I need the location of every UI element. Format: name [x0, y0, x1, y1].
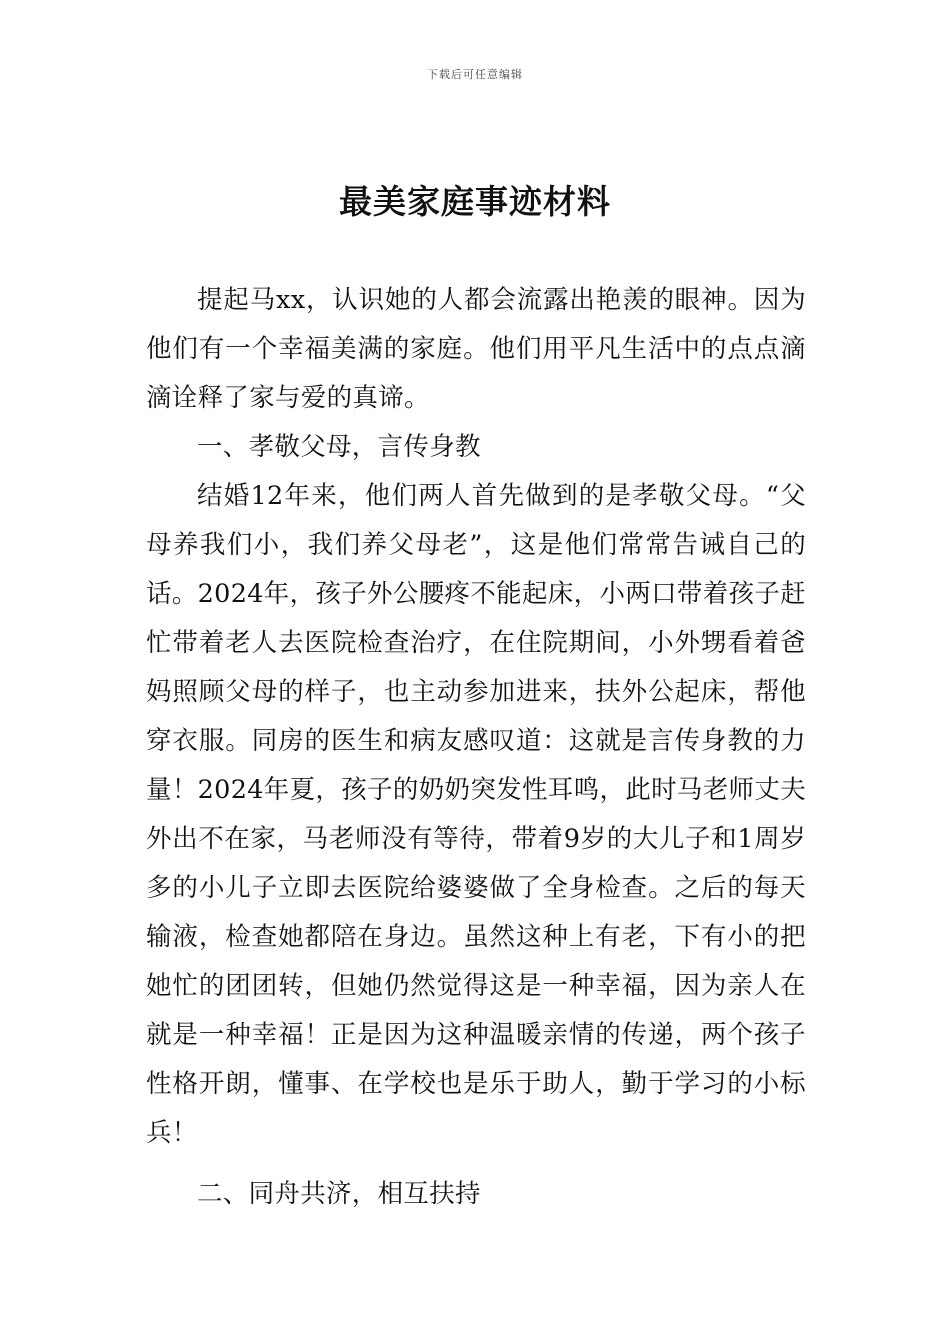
- page-header-note: 下载后可任意编辑: [427, 68, 523, 81]
- section-1-paragraph: 结婚12年来，他们两人首先做到的是孝敬父母。“父母养我们小，我们养父母老”，这是他们常常告诫自己的话。2024年，孩子外公腰疼不能起床，小两口带着孩子赶忙带着老人去医院检查治疗，在住院期间，小外甥看着爸妈照顾父母的样子，也主动参加进来，扶外公起床，帮他穿衣服。同房的医生和病友感叹道：这就是言传身教的力量！2024年夏，孩子的奶奶突发性耳鸣，此时马老师丈夫外出不在家，马老师没有等待，带着9岁的大儿子和1周岁多的小儿子立即去医院给婆婆做了全身检查。之后的每天输液，检查她都陪在身边。虽然这种上有老，下有小的把她忙的团团转，但她仍然觉得这是一种幸福，因为亲人在就是一种幸福！正是因为这种温暖亲情的传递，两个孩子性格开朗，懂事、在学校也是乐于助人，勤于学习的小标兵！: [146, 481, 806, 1148]
- document-body: [146, 276, 806, 1219]
- section-heading-1: 一、孝敬父母，言传身教: [197, 432, 481, 462]
- section-heading-2: 二、同舟共济，相互扶持: [197, 1179, 481, 1209]
- document-title: 最美家庭事迹材料: [339, 182, 611, 221]
- intro-paragraph: 提起马xx，认识她的人都会流露出艳羡的眼神。因为他们有一个幸福美满的家庭。他们用平凡生活中的点点滴滴诠释了家与爱的真谛。: [146, 285, 806, 413]
